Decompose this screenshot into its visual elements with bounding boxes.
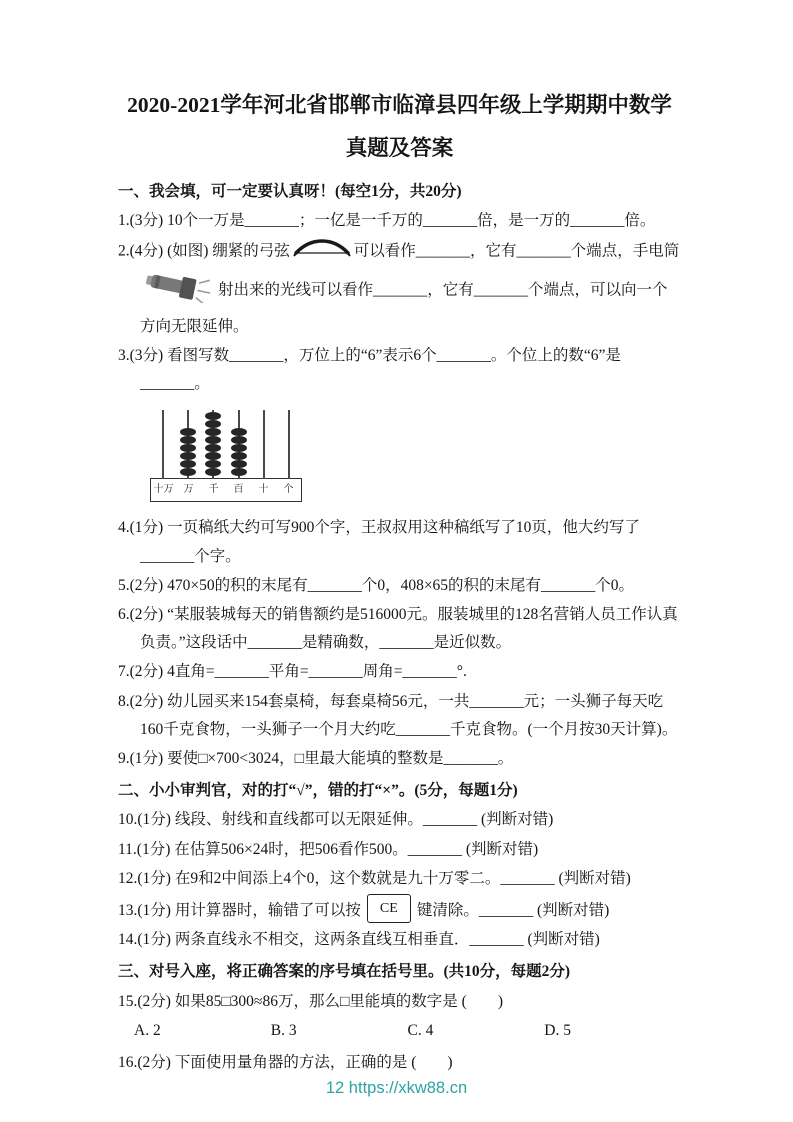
question-2 — [118, 236, 681, 341]
question-13 — [118, 894, 681, 925]
question-10: 10.(1分) 线段、射线和直线都可以无限延伸。_______ (判断对错) — [118, 811, 554, 829]
abacus-bead — [231, 468, 247, 476]
abacus-bead — [205, 420, 221, 428]
abacus-column-label: 十 — [258, 484, 269, 496]
abacus-bead — [205, 436, 221, 444]
flashlight-icon — [143, 269, 215, 313]
section-heading-three: 三、对号入座，将正确答案的序号填在括号里。(共10分，每题2分) — [118, 963, 571, 981]
question-15: 15.(2分) 如果85□300≈86万，那么□里能填的数字是 ( ) — [118, 992, 504, 1010]
abacus-bead — [180, 428, 196, 436]
abacus-labels — [150, 478, 302, 502]
abacus-column-label: 个 — [283, 484, 294, 496]
abacus-bead — [231, 460, 247, 468]
abacus-bead — [205, 468, 221, 476]
question-7: 7.(2分) 4直角=_______平角=_______周角=_______°. — [118, 663, 467, 681]
abacus-column-label: 十万 — [153, 484, 174, 496]
option-a: A. 2 — [134, 1021, 161, 1039]
question-3: 3.(3分) 看图写数_______，万位上的“6”表示6个_______。个位上的数“6”是_______。 — [118, 347, 621, 393]
question-2-text-c: 射出来的光线可以看作_______，它有_______个端点，可以向一个方向无限延伸。 — [140, 281, 668, 335]
abacus-bead — [180, 452, 196, 460]
abacus-rod — [162, 410, 164, 479]
abacus-bead — [205, 452, 221, 460]
abacus-bead — [231, 428, 247, 436]
option-b: B. 3 — [270, 1021, 297, 1039]
abacus-bead — [205, 460, 221, 468]
question-13-text-b: 键清除。_______ (判断对错) — [416, 902, 610, 920]
question-2-text-b: 可以看作_______，它有_______个端点，手电筒 — [353, 243, 680, 261]
option-c: C. 4 — [407, 1021, 434, 1039]
question-6: 6.(2分) “某服装城每天的销售额约是516000元。服装城里的128名营销人员工作认真负责。”这段话中_______是精确数，_______是近似数。 — [118, 606, 678, 652]
bow-icon — [293, 236, 351, 268]
document-title — [118, 84, 681, 170]
title-line-1: 2020-2021学年河北省邯郸市临漳县四年级上学期期中数学 — [127, 93, 672, 117]
abacus-column-label: 万 — [183, 484, 194, 496]
question-13-text-a: 13.(1分) 用计算器时，输错了可以按 — [118, 902, 361, 920]
abacus-bead — [231, 444, 247, 452]
footer-link[interactable]: 12 https://xkw88.cn — [325, 1079, 468, 1097]
title-line-2: 真题及答案 — [345, 136, 454, 160]
abacus-column-label: 千 — [208, 484, 219, 496]
question-8: 8.(2分) 幼儿园买来154套桌椅，每套桌椅56元，一共_______元；一头狮子每天吃160千克食物，一头狮子一个月大约吃_______千克食物。(一个月按30天计算)。 — [118, 692, 678, 738]
abacus-bead — [205, 444, 221, 452]
abacus-bead — [180, 460, 196, 468]
question-4: 4.(1分) 一页稿纸大约可写900个字，王叔叔用这种稿纸写了10页，他大约写了_______个字。 — [118, 519, 640, 565]
question-2-text-a: 2.(4分) (如图) 绷紧的弓弦 — [118, 243, 290, 261]
abacus-rod — [288, 410, 290, 479]
question-1: 1.(3分) 10个一万是_______；一亿是一千万的_______倍，是一万的_______倍。 — [118, 212, 656, 230]
abacus-bead — [180, 444, 196, 452]
abacus-bead — [231, 452, 247, 460]
abacus-bead — [180, 436, 196, 444]
question-15-options — [118, 1017, 681, 1045]
abacus-column-label: 百 — [233, 484, 244, 496]
question-5: 5.(2分) 470×50的积的末尾有_______个0，408×65的积的末尾有_______个0。 — [118, 576, 635, 594]
question-12: 12.(1分) 在9和2中间添上4个0，这个数就是九十万零二。_______ (判断对错) — [118, 869, 631, 887]
question-16: 16.(2分) 下面使用量角器的方法，正确的是 ( ) — [118, 1054, 453, 1072]
abacus-image — [150, 406, 302, 502]
abacus-rod — [263, 410, 265, 479]
question-11: 11.(1分) 在估算506×24时，把506看作500。_______ (判断对错) — [118, 840, 539, 858]
question-14: 14.(1分) 两条直线永不相交，这两条直线互相垂直．_______ (判断对错) — [118, 931, 600, 949]
abacus-bead — [231, 436, 247, 444]
abacus-bead — [205, 412, 221, 420]
section-heading-one: 一、我会填，可一定要认真呀！(每空1分，共20分) — [118, 183, 462, 200]
ce-key-image: CE — [367, 894, 411, 923]
abacus-bead — [205, 428, 221, 436]
section-heading-two: 二、小小审判官，对的打“√”，错的打“×”。(5分，每题1分) — [118, 782, 518, 800]
question-9: 9.(1分) 要使□×700<3024，□里最大能填的整数是_______。 — [118, 750, 514, 768]
option-d: D. 5 — [544, 1021, 571, 1039]
abacus-bead — [180, 468, 196, 476]
